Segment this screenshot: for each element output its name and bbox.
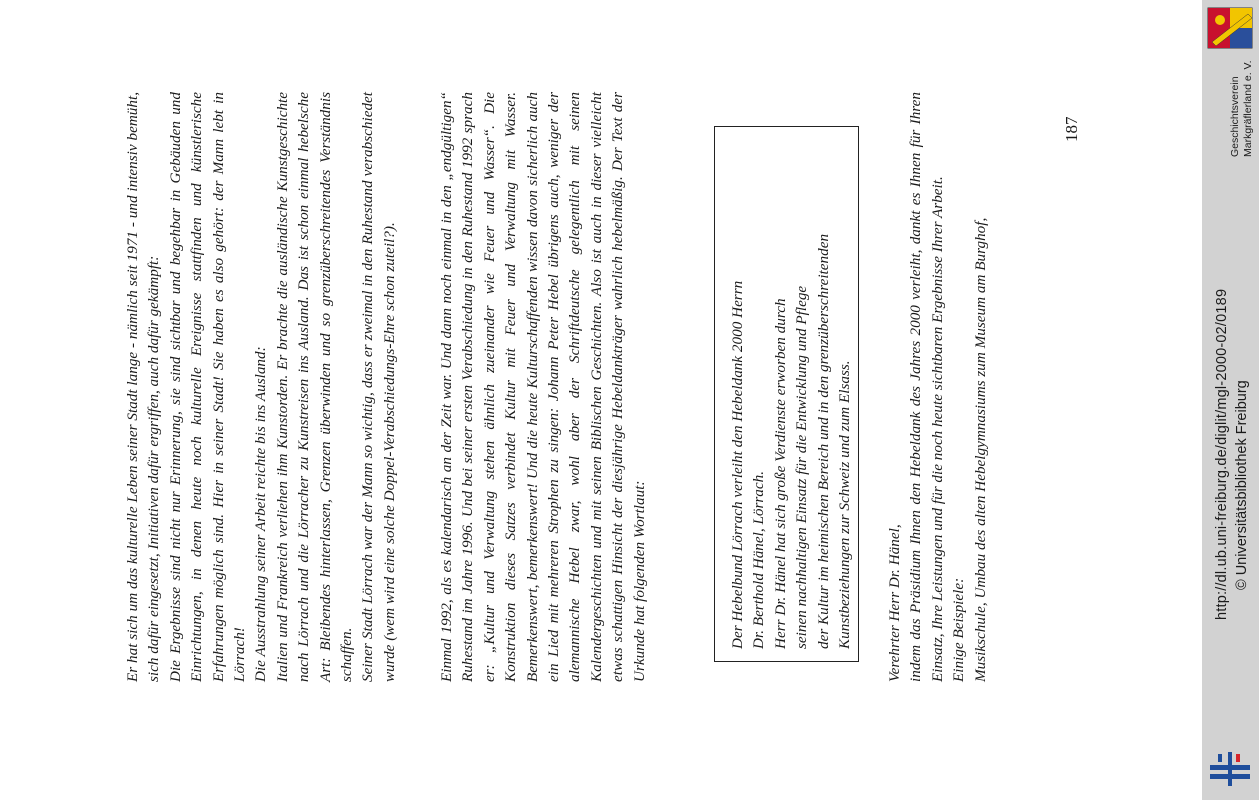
certificate-line: seinen nachhaltigen Einsatz für die Entwicklung und Pflege [793, 285, 811, 649]
certificate-line: Herr Dr. Hänel hat sich große Verdienste erworben durch [771, 298, 789, 649]
paragraph: indem das Präsidium Ihnen den Hebeldank des Jahres 2000 verleiht, dankt es Ihnen für Ihren Einsatz, Ihre Leistungen und für die noch heute sichtbaren Ergebnisse Ihrer Arbeit. [907, 92, 946, 682]
text-block-top [122, 92, 400, 682]
paragraph: Die Ausstrahlung seiner Arbeit reichte bis ins Ausland: [252, 346, 270, 682]
paragraph: Musikschule, Umbau des alten Hebelgymnasiums zum Museum am Burghof, [971, 217, 989, 682]
society-name-line1: Geschichtsverein [1229, 76, 1241, 157]
paragraph: Seiner Stadt Lörrach war der Mann so wichtig, dass er zweimal in den Ruhestand verabschiedet wurde (wem wird eine solche Doppel-Verabschiedungs-Ehre schon zuteil?). [359, 92, 398, 682]
certificate-text-box [714, 126, 859, 662]
certificate-line: der Kultur im heimischen Bereich und in den grenzüberschreitenden [814, 233, 832, 649]
society-crest-icon [1206, 6, 1254, 50]
paragraph: Er hat sich um das kulturelle Leben seiner Stadt lange - nämlich seit 1971 - und intensiv bemüht, sich dafür eingesetzt, Initiativen dafür ergriffen, auch dafür gekämpft: [124, 92, 163, 682]
paragraph: Einmal 1992, als es kalendarisch an der Zeit war. Und dann noch einmal in den „endgültigen“ Ruhestand im Jahre 1996. Und bei seiner ersten Verabschiedung in den Ruhestand 1992 sprach er: „Kultur und Verwaltung stehen ähnlich zueinander wie Feuer und Wasser“. Die Konstruktion dieses Satzes verbindet Kultur mit Feuer und Verwaltung mit Wasser. Bemerkenswert, bemerkenswert! Und die heute Kulturschaffenden wissen davon sicherlich auch ein Lied mit mehreren Strophen zu singen: Johann Peter Hebel übrigens auch, weniger der alemannische Hebel zwar, wohl aber der Schriftdeutsche gelegentlich mit seinen Kalendergeschichten und mit seinen Biblischen Geschichten. Also ist auch in dieser vielleicht etwas schattigen Hinsicht der diesjährige Hebeldankträger wahrlich hebelmäßig. Der Text der Urkunde hat folgenden Wortlaut: [438, 92, 648, 682]
society-name-line2: Markgräflerland e. V. [1242, 60, 1254, 157]
paragraph: Einige Beispiele: [950, 577, 968, 682]
text-block-middle [436, 92, 650, 682]
source-url-link[interactable]: http://dl.ub.uni-freiburg.de/diglit/mgl-2000-02/0189 [1214, 288, 1230, 620]
paragraph: Verehrter Herr Dr. Hänel, [886, 524, 903, 682]
text-block-bottom [884, 92, 991, 682]
library-logo-icon [1208, 748, 1252, 790]
page-number: 187 [1062, 116, 1081, 142]
certificate-line: Kunstbeziehungen zur Schweiz und zum Elsass. [836, 360, 854, 649]
copyright-text: © Universitätsbibliothek Freiburg [1234, 380, 1250, 590]
certificate-line: Der Hebelbund Lörrach verleiht den Hebeldank 2000 Herrn [729, 280, 746, 649]
paragraph: Die Ergebnisse sind nicht nur Erinnerung, sie sind sichtbar und begehbar in Gebäuden und Einrichtungen, in denen heute noch kulturelle Ereignisse stattfinden und künstlerische Erfahrungen möglich sind. Hier in seiner Stadt! Sie haben es also gehört: der Mann lebt in Lörrach! [166, 92, 249, 682]
certificate-line: Dr. Berthold Hänel, Lörrach. [750, 470, 768, 649]
paragraph: Italien und Frankreich verliehen ihm Kunstorden. Er brachte die ausländische Kunstgeschichte nach Lörrach und die Lörracher zu Kunstreisen ins Ausland. Das ist schon einmal hebelsche Art: Bleibendes hinterlassen, Grenzen überwinden und so grenzüberschreitendes Verständnis schaffen. [273, 92, 356, 682]
